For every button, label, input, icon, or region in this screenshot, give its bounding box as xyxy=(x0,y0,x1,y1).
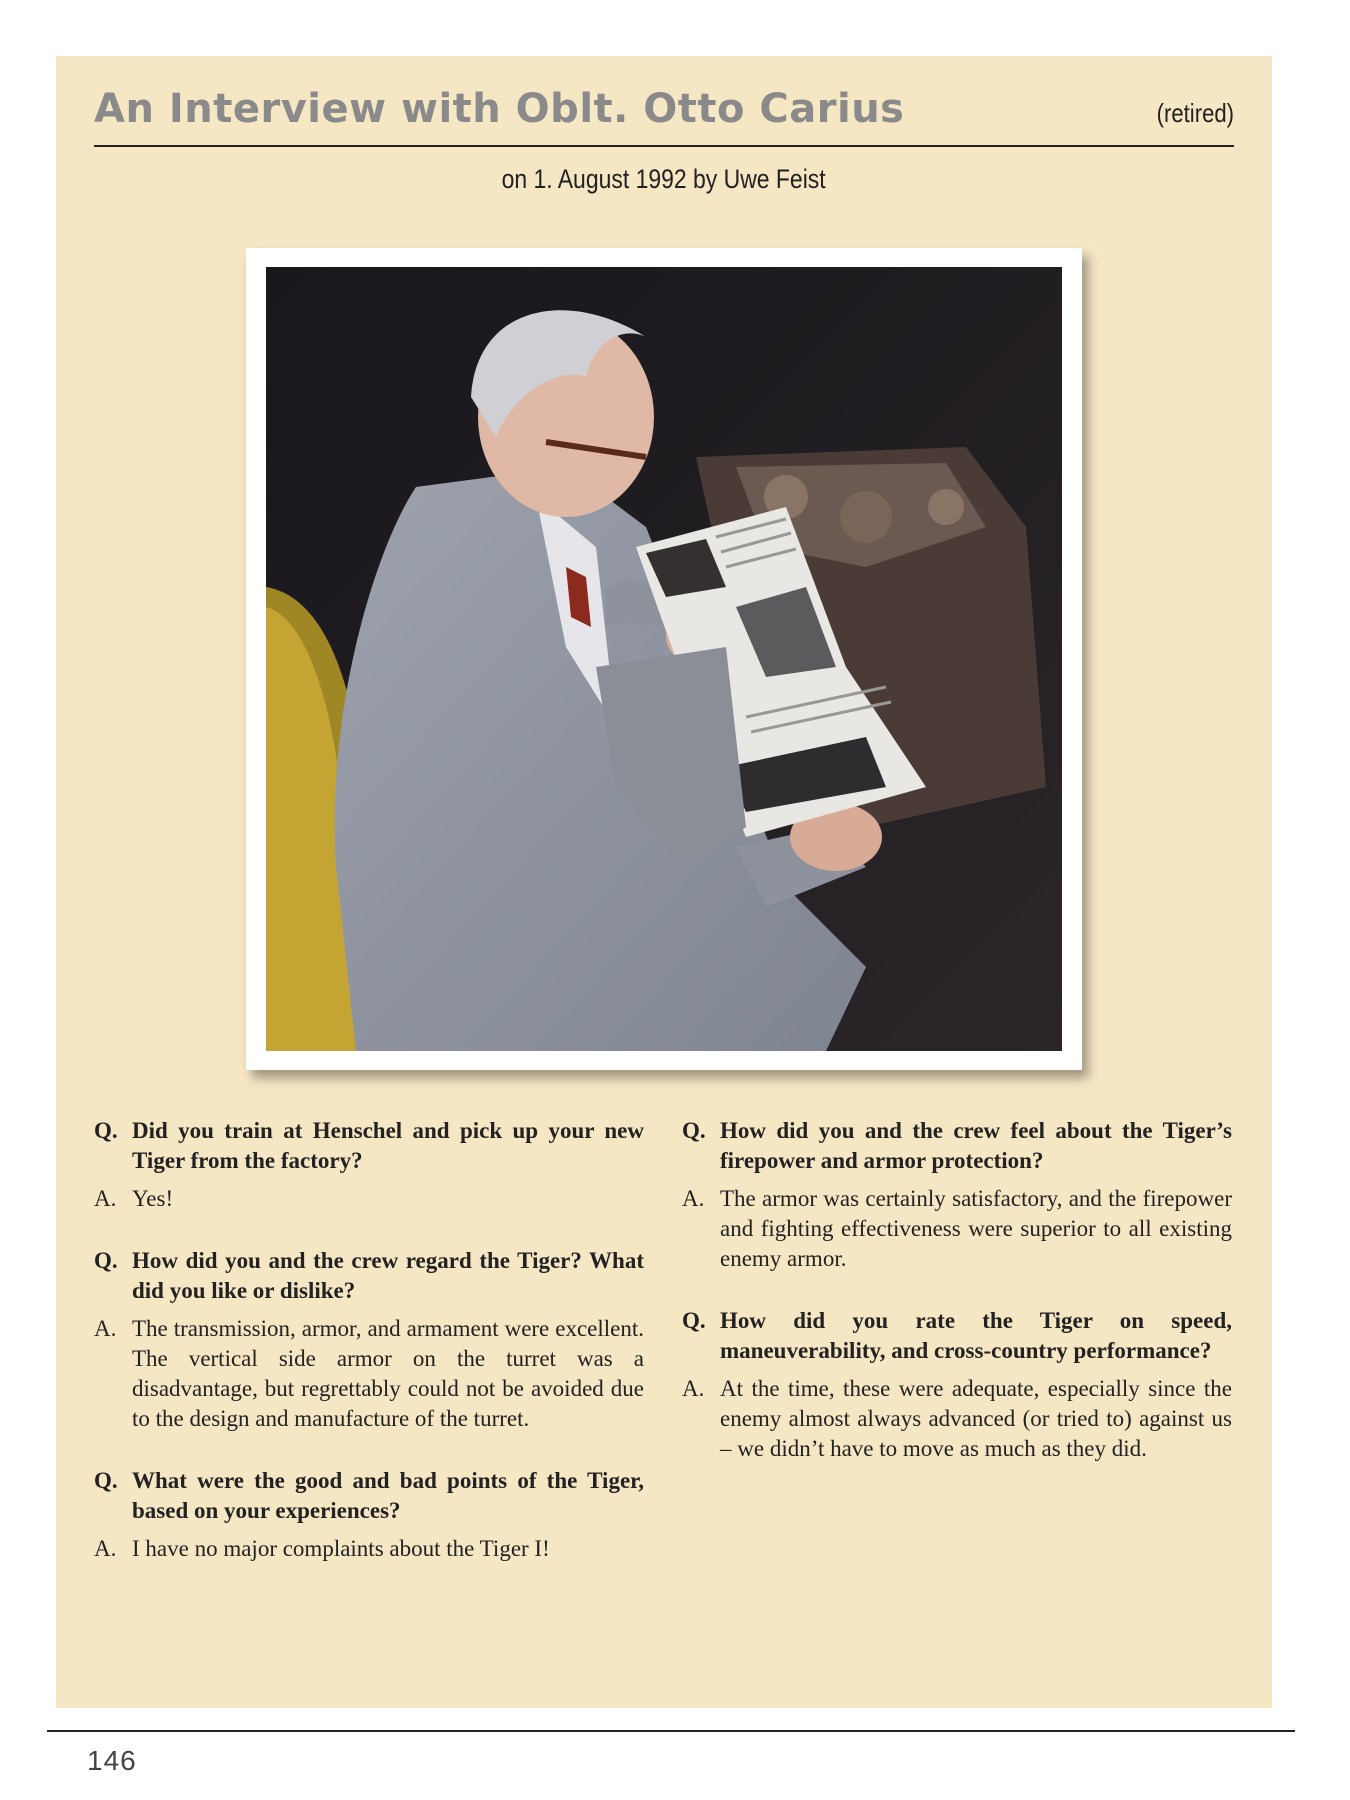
question-line xyxy=(94,1116,644,1176)
question-line xyxy=(94,1466,644,1526)
answer-text: At the time, these were adequate, especially since the enemy almost always advanced (or tried to) against us – we didn’t have to move as much as they did. xyxy=(720,1376,1232,1461)
qa-block xyxy=(682,1116,1232,1274)
qa-block xyxy=(94,1466,644,1564)
answer-line xyxy=(94,1534,644,1564)
answer-line xyxy=(682,1184,1232,1274)
question-marker: Q. xyxy=(682,1308,706,1333)
answer-marker: A. xyxy=(682,1376,705,1401)
question-line xyxy=(94,1246,644,1306)
question-text: How did you rate the Tiger on speed, maneuverability, and cross-country performance? xyxy=(720,1308,1232,1363)
qa-block xyxy=(94,1246,644,1434)
question-text: What were the good and bad points of the Tiger, based on your experiences? xyxy=(132,1468,644,1523)
answer-line xyxy=(682,1374,1232,1464)
answer-line xyxy=(94,1314,644,1434)
interview-photo xyxy=(266,267,1062,1051)
qa-block xyxy=(94,1116,644,1214)
question-line xyxy=(682,1116,1232,1176)
qa-block xyxy=(682,1306,1232,1464)
answer-text: The armor was certainly satisfactory, and the firepower and fighting effectiveness were superior to all existing enemy armor. xyxy=(720,1186,1232,1271)
photo-frame xyxy=(246,248,1082,1070)
question-marker: Q. xyxy=(94,1248,118,1273)
answer-marker: A. xyxy=(94,1186,117,1211)
question-text: How did you and the crew feel about the Tiger’s firepower and armor protection? xyxy=(720,1118,1232,1173)
qa-column-left xyxy=(94,1116,644,1596)
answer-text: I have no major complaints about the Tiger I! xyxy=(132,1536,550,1561)
article-panel xyxy=(56,56,1272,1708)
photo-illustration xyxy=(266,267,1062,1051)
answer-marker: A. xyxy=(94,1316,117,1341)
question-text: Did you train at Henschel and pick up your new Tiger from the factory? xyxy=(132,1118,644,1173)
answer-marker: A. xyxy=(682,1186,705,1211)
answer-text: Yes! xyxy=(132,1186,174,1211)
question-marker: Q. xyxy=(94,1468,118,1493)
title-rule xyxy=(94,145,1234,147)
answer-text: The transmission, armor, and armament were excellent. The vertical side armor on the turret was a disadvantage, but regrettably could not be avoided due to the design and manufacture of the turret. xyxy=(132,1316,644,1431)
question-marker: Q. xyxy=(94,1118,118,1143)
answer-marker: A. xyxy=(94,1536,117,1561)
question-text: How did you and the crew regard the Tiger? What did you like or dislike? xyxy=(132,1248,644,1303)
page-number: 146 xyxy=(87,1745,137,1776)
article-title: An Interview with Oblt. Otto Carius xyxy=(94,86,905,132)
footer-rule xyxy=(47,1730,1295,1732)
subtitle-text: on 1. August 1992 by Uwe Feist xyxy=(501,164,827,194)
article-subtitle xyxy=(56,164,1272,195)
question-line xyxy=(682,1306,1232,1366)
qa-column-right xyxy=(682,1116,1232,1496)
title-suffix: (retired) xyxy=(1156,98,1234,128)
answer-line xyxy=(94,1184,644,1214)
question-marker: Q. xyxy=(682,1118,706,1143)
